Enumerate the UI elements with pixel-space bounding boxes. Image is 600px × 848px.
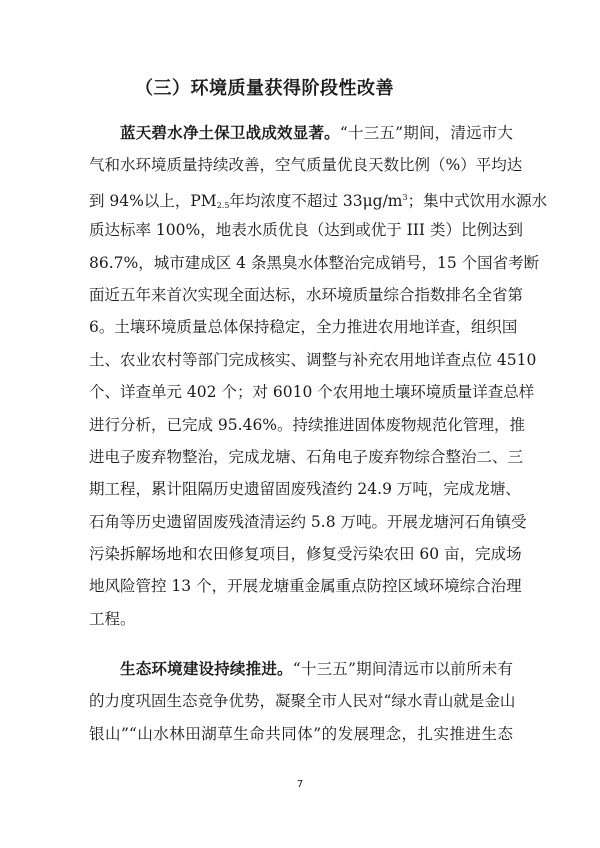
paragraph-line: 面近五年来首次实现全面达标，水环境质量综合指数排名全省第 [89,285,524,304]
paragraph-line: 工程。 [89,609,136,628]
section-heading: （三）环境质量获得阶段性改善 [135,78,394,99]
paragraph-text: “十三五”期间，清远市大 [339,124,513,142]
paragraph-line: 石角等历史遗留固废残渣清运约 5.8 万吨。开展龙塘河石角镇受 [89,512,527,531]
paragraph-line: 6。土壤环境质量总体保持稳定，全力推进农用地详查，组织国 [89,318,518,337]
paragraph-line: 期工程，累计阻隔历史遗留固废残渣约 24.9 万吨，完成龙塘、 [89,480,521,499]
paragraph-line: 气和水环境质量持续改善，空气质量优良天数比例（%）平均达 [89,156,523,175]
paragraph-line: 的力度巩固生态竞争优势，凝聚全市人民对“绿水青山就是金山 [89,692,516,711]
paragraph-line [89,653,513,685]
paragraph-lead: 生态环境建设持续推进。 [120,660,293,678]
paragraph-pollution-control [89,117,548,635]
paragraph-line: 质达标率 100%，地表水质优良（达到或优于 III 类）比例达到 [89,221,523,240]
subscript: 2.5 [216,200,230,210]
paragraph-line [89,182,548,214]
paragraph-line [89,117,513,149]
paragraph-text: 年均浓度不超过 33μg/m [229,191,403,210]
paragraph-line: 进电子废弃物整治，完成龙塘、石角电子废弃物综合整治二、三 [89,447,524,466]
paragraph-line: 污染拆解场地和农田修复项目，修复受污染农田 60 亩，完成场 [89,545,522,564]
paragraph-text: 到 94%以上，PM [89,191,217,210]
paragraph-line: 地风险管控 13 个，开展龙塘重金属重点防控区域环境综合治理 [89,577,522,596]
paragraph-lead: 蓝天碧水净土保卫战成效显著。 [120,124,340,142]
paragraph-line: 个、详查单元 402 个；对 6010 个农用地土壤环境质量详查总样 [89,383,535,402]
paragraph-line: 86.7%，城市建成区 4 条黑臭水体整治完成销号，15 个国省考断 [89,253,540,272]
page-number: 7 [296,779,304,790]
paragraph-text: “十三五”期间清远市以前所未有 [292,660,513,678]
paragraph-line: 进行分析，已完成 95.46%。持续推进固体废物规范化管理，推 [89,415,526,434]
paragraph-ecological-construction [89,653,516,750]
paragraph-line: 土、农业农村等部门完成核实、调整与补充农用地详查点位 4510 [89,350,537,369]
paragraph-text: ；集中式饮用水源水 [407,191,548,210]
superscript: 3 [402,192,408,202]
paragraph-line: 银山”“山水林田湖草生命共同体”的发展理念，扎实推进生态 [89,724,513,743]
